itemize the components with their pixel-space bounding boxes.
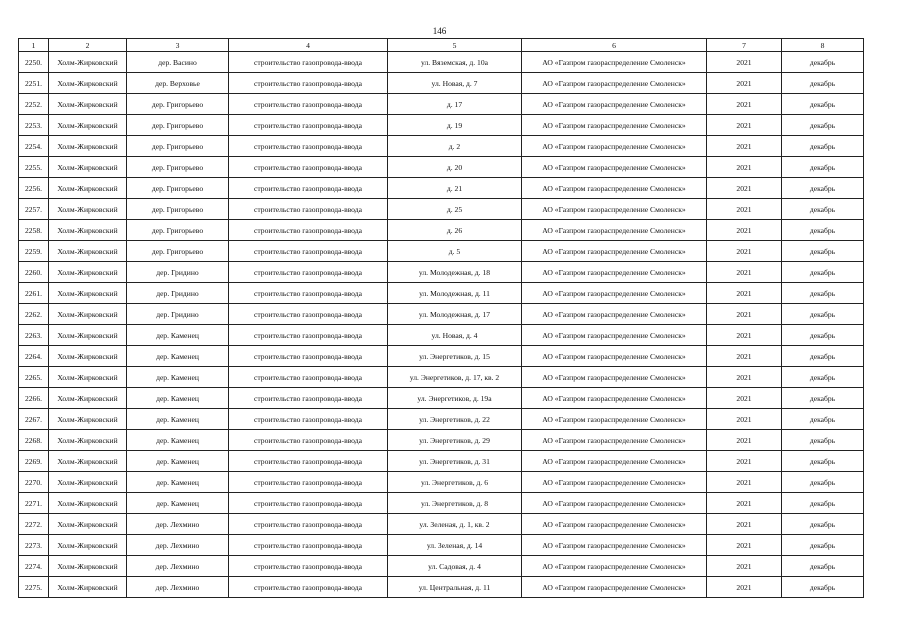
organization-cell: АО «Газпром газораспределение Смоленск» (522, 115, 707, 136)
table-row (19, 514, 864, 535)
settlement-cell: дер. Лехмино (127, 577, 229, 598)
column-header-6: 6 (522, 39, 707, 52)
district-cell: Холм-Жирковский (49, 262, 127, 283)
month-cell: декабрь (782, 220, 864, 241)
table-row (19, 241, 864, 262)
month-cell: декабрь (782, 199, 864, 220)
month-cell: декабрь (782, 514, 864, 535)
year-cell: 2021 (707, 451, 782, 472)
month-cell: декабрь (782, 241, 864, 262)
column-header-7: 7 (707, 39, 782, 52)
settlement-cell: дер. Каменец (127, 472, 229, 493)
table-row (19, 52, 864, 73)
work-type-cell: строительство газопровода-ввода (229, 178, 388, 199)
address-cell: ул. Энергетиков, д. 6 (388, 472, 522, 493)
row-number-cell: 2251. (19, 73, 49, 94)
settlement-cell: дер. Каменец (127, 409, 229, 430)
settlement-cell: дер. Лехмино (127, 514, 229, 535)
month-cell: декабрь (782, 367, 864, 388)
month-cell: декабрь (782, 346, 864, 367)
year-cell: 2021 (707, 430, 782, 451)
settlement-cell: дер. Лехмино (127, 556, 229, 577)
organization-cell: АО «Газпром газораспределение Смоленск» (522, 409, 707, 430)
year-cell: 2021 (707, 199, 782, 220)
column-header-4: 4 (229, 39, 388, 52)
year-cell: 2021 (707, 556, 782, 577)
organization-cell: АО «Газпром газораспределение Смоленск» (522, 367, 707, 388)
work-type-cell: строительство газопровода-ввода (229, 430, 388, 451)
organization-cell: АО «Газпром газораспределение Смоленск» (522, 52, 707, 73)
year-cell: 2021 (707, 388, 782, 409)
table-body (19, 52, 864, 598)
district-cell: Холм-Жирковский (49, 556, 127, 577)
work-type-cell: строительство газопровода-ввода (229, 472, 388, 493)
work-type-cell: строительство газопровода-ввода (229, 241, 388, 262)
district-cell: Холм-Жирковский (49, 325, 127, 346)
settlement-cell: дер. Каменец (127, 346, 229, 367)
work-type-cell: строительство газопровода-ввода (229, 94, 388, 115)
row-number-cell: 2259. (19, 241, 49, 262)
year-cell: 2021 (707, 262, 782, 283)
address-cell: д. 20 (388, 157, 522, 178)
district-cell: Холм-Жирковский (49, 472, 127, 493)
settlement-cell: дер. Григорьево (127, 157, 229, 178)
year-cell: 2021 (707, 346, 782, 367)
address-cell: ул. Центральная, д. 11 (388, 577, 522, 598)
settlement-cell: дер. Каменец (127, 325, 229, 346)
district-cell: Холм-Жирковский (49, 157, 127, 178)
address-cell: ул. Энергетиков, д. 19а (388, 388, 522, 409)
organization-cell: АО «Газпром газораспределение Смоленск» (522, 472, 707, 493)
address-cell: д. 25 (388, 199, 522, 220)
month-cell: декабрь (782, 115, 864, 136)
row-number-cell: 2272. (19, 514, 49, 535)
address-cell: ул. Зеленая, д. 14 (388, 535, 522, 556)
organization-cell: АО «Газпром газораспределение Смоленск» (522, 94, 707, 115)
organization-cell: АО «Газпром газораспределение Смоленск» (522, 199, 707, 220)
month-cell: декабрь (782, 136, 864, 157)
month-cell: декабрь (782, 178, 864, 199)
work-type-cell: строительство газопровода-ввода (229, 451, 388, 472)
district-cell: Холм-Жирковский (49, 346, 127, 367)
organization-cell: АО «Газпром газораспределение Смоленск» (522, 241, 707, 262)
district-cell: Холм-Жирковский (49, 94, 127, 115)
address-cell: ул. Энергетиков, д. 29 (388, 430, 522, 451)
work-type-cell: строительство газопровода-ввода (229, 535, 388, 556)
table-row (19, 199, 864, 220)
organization-cell: АО «Газпром газораспределение Смоленск» (522, 73, 707, 94)
year-cell: 2021 (707, 241, 782, 262)
table-row (19, 535, 864, 556)
organization-cell: АО «Газпром газораспределение Смоленск» (522, 514, 707, 535)
work-type-cell: строительство газопровода-ввода (229, 262, 388, 283)
work-type-cell: строительство газопровода-ввода (229, 199, 388, 220)
table-row (19, 325, 864, 346)
district-cell: Холм-Жирковский (49, 136, 127, 157)
address-cell: ул. Молодежная, д. 17 (388, 304, 522, 325)
table-row (19, 136, 864, 157)
row-number-cell: 2262. (19, 304, 49, 325)
address-cell: ул. Энергетиков, д. 31 (388, 451, 522, 472)
row-number-cell: 2268. (19, 430, 49, 451)
district-cell: Холм-Жирковский (49, 514, 127, 535)
district-cell: Холм-Жирковский (49, 430, 127, 451)
header-row (19, 39, 864, 52)
year-cell: 2021 (707, 535, 782, 556)
month-cell: декабрь (782, 577, 864, 598)
organization-cell: АО «Газпром газораспределение Смоленск» (522, 535, 707, 556)
work-type-cell: строительство газопровода-ввода (229, 304, 388, 325)
work-type-cell: строительство газопровода-ввода (229, 325, 388, 346)
year-cell: 2021 (707, 325, 782, 346)
row-number-cell: 2256. (19, 178, 49, 199)
row-number-cell: 2274. (19, 556, 49, 577)
work-type-cell: строительство газопровода-ввода (229, 220, 388, 241)
settlement-cell: дер. Гридино (127, 262, 229, 283)
work-type-cell: строительство газопровода-ввода (229, 136, 388, 157)
row-number-cell: 2273. (19, 535, 49, 556)
district-cell: Холм-Жирковский (49, 388, 127, 409)
table-row (19, 472, 864, 493)
address-cell: д. 19 (388, 115, 522, 136)
year-cell: 2021 (707, 577, 782, 598)
table-row (19, 178, 864, 199)
organization-cell: АО «Газпром газораспределение Смоленск» (522, 220, 707, 241)
settlement-cell: дер. Григорьево (127, 178, 229, 199)
organization-cell: АО «Газпром газораспределение Смоленск» (522, 430, 707, 451)
table-row (19, 367, 864, 388)
address-cell: д. 5 (388, 241, 522, 262)
organization-cell: АО «Газпром газораспределение Смоленск» (522, 325, 707, 346)
work-type-cell: строительство газопровода-ввода (229, 409, 388, 430)
address-cell: ул. Энергетиков, д. 17, кв. 2 (388, 367, 522, 388)
year-cell: 2021 (707, 157, 782, 178)
month-cell: декабрь (782, 430, 864, 451)
month-cell: декабрь (782, 472, 864, 493)
table-row (19, 577, 864, 598)
row-number-cell: 2271. (19, 493, 49, 514)
organization-cell: АО «Газпром газораспределение Смоленск» (522, 493, 707, 514)
organization-cell: АО «Газпром газораспределение Смоленск» (522, 556, 707, 577)
organization-cell: АО «Газпром газораспределение Смоленск» (522, 388, 707, 409)
row-number-cell: 2258. (19, 220, 49, 241)
table-header (19, 39, 864, 52)
column-header-5: 5 (388, 39, 522, 52)
work-type-cell: строительство газопровода-ввода (229, 52, 388, 73)
column-header-3: 3 (127, 39, 229, 52)
table-row (19, 94, 864, 115)
address-cell: д. 26 (388, 220, 522, 241)
table-row (19, 346, 864, 367)
row-number-cell: 2261. (19, 283, 49, 304)
settlement-cell: дер. Григорьево (127, 241, 229, 262)
month-cell: декабрь (782, 73, 864, 94)
row-number-cell: 2264. (19, 346, 49, 367)
settlement-cell: дер. Каменец (127, 493, 229, 514)
organization-cell: АО «Газпром газораспределение Смоленск» (522, 283, 707, 304)
settlement-cell: дер. Гридино (127, 283, 229, 304)
work-type-cell: строительство газопровода-ввода (229, 556, 388, 577)
work-type-cell: строительство газопровода-ввода (229, 115, 388, 136)
district-cell: Холм-Жирковский (49, 409, 127, 430)
month-cell: декабрь (782, 52, 864, 73)
month-cell: декабрь (782, 325, 864, 346)
month-cell: декабрь (782, 493, 864, 514)
address-cell: ул. Энергетиков, д. 15 (388, 346, 522, 367)
work-type-cell: строительство газопровода-ввода (229, 346, 388, 367)
settlement-cell: дер. Григорьево (127, 94, 229, 115)
table-row (19, 556, 864, 577)
month-cell: декабрь (782, 304, 864, 325)
month-cell: декабрь (782, 157, 864, 178)
month-cell: декабрь (782, 262, 864, 283)
year-cell: 2021 (707, 115, 782, 136)
settlement-cell: дер. Григорьево (127, 199, 229, 220)
year-cell: 2021 (707, 472, 782, 493)
row-number-cell: 2255. (19, 157, 49, 178)
address-cell: ул. Зеленая, д. 1, кв. 2 (388, 514, 522, 535)
address-cell: д. 2 (388, 136, 522, 157)
year-cell: 2021 (707, 493, 782, 514)
table-row (19, 304, 864, 325)
address-cell: ул. Энергетиков, д. 8 (388, 493, 522, 514)
address-cell: ул. Молодежная, д. 18 (388, 262, 522, 283)
month-cell: декабрь (782, 556, 864, 577)
organization-cell: АО «Газпром газораспределение Смоленск» (522, 577, 707, 598)
table-row (19, 409, 864, 430)
organization-cell: АО «Газпром газораспределение Смоленск» (522, 157, 707, 178)
work-type-cell: строительство газопровода-ввода (229, 367, 388, 388)
year-cell: 2021 (707, 304, 782, 325)
organization-cell: АО «Газпром газораспределение Смоленск» (522, 262, 707, 283)
work-type-cell: строительство газопровода-ввода (229, 283, 388, 304)
year-cell: 2021 (707, 178, 782, 199)
table-row (19, 430, 864, 451)
month-cell: декабрь (782, 451, 864, 472)
row-number-cell: 2267. (19, 409, 49, 430)
month-cell: декабрь (782, 94, 864, 115)
district-cell: Холм-Жирковский (49, 115, 127, 136)
row-number-cell: 2266. (19, 388, 49, 409)
settlement-cell: дер. Григорьево (127, 220, 229, 241)
address-cell: ул. Молодежная, д. 11 (388, 283, 522, 304)
address-cell: ул. Новая, д. 4 (388, 325, 522, 346)
district-cell: Холм-Жирковский (49, 73, 127, 94)
district-cell: Холм-Жирковский (49, 241, 127, 262)
settlement-cell: дер. Григорьево (127, 115, 229, 136)
year-cell: 2021 (707, 283, 782, 304)
organization-cell: АО «Газпром газораспределение Смоленск» (522, 178, 707, 199)
row-number-cell: 2253. (19, 115, 49, 136)
organization-cell: АО «Газпром газораспределение Смоленск» (522, 346, 707, 367)
row-number-cell: 2257. (19, 199, 49, 220)
settlement-cell: дер. Каменец (127, 430, 229, 451)
row-number-cell: 2263. (19, 325, 49, 346)
table-row (19, 451, 864, 472)
district-cell: Холм-Жирковский (49, 304, 127, 325)
work-type-cell: строительство газопровода-ввода (229, 577, 388, 598)
row-number-cell: 2254. (19, 136, 49, 157)
table-row (19, 220, 864, 241)
address-cell: ул. Садовая, д. 4 (388, 556, 522, 577)
work-type-cell: строительство газопровода-ввода (229, 73, 388, 94)
work-type-cell: строительство газопровода-ввода (229, 157, 388, 178)
settlement-cell: дер. Каменец (127, 388, 229, 409)
row-number-cell: 2275. (19, 577, 49, 598)
district-cell: Холм-Жирковский (49, 283, 127, 304)
work-type-cell: строительство газопровода-ввода (229, 388, 388, 409)
district-cell: Холм-Жирковский (49, 577, 127, 598)
settlement-cell: дер. Григорьево (127, 136, 229, 157)
address-cell: ул. Вяземская, д. 10а (388, 52, 522, 73)
year-cell: 2021 (707, 136, 782, 157)
table-row (19, 115, 864, 136)
row-number-cell: 2265. (19, 367, 49, 388)
organization-cell: АО «Газпром газораспределение Смоленск» (522, 451, 707, 472)
address-cell: д. 17 (388, 94, 522, 115)
district-cell: Холм-Жирковский (49, 451, 127, 472)
year-cell: 2021 (707, 52, 782, 73)
table-row (19, 157, 864, 178)
registry-table (18, 38, 864, 598)
district-cell: Холм-Жирковский (49, 535, 127, 556)
month-cell: декабрь (782, 283, 864, 304)
year-cell: 2021 (707, 514, 782, 535)
row-number-cell: 2260. (19, 262, 49, 283)
column-header-2: 2 (49, 39, 127, 52)
district-cell: Холм-Жирковский (49, 220, 127, 241)
month-cell: декабрь (782, 535, 864, 556)
district-cell: Холм-Жирковский (49, 367, 127, 388)
settlement-cell: дер. Лехмино (127, 535, 229, 556)
year-cell: 2021 (707, 73, 782, 94)
table-row (19, 493, 864, 514)
work-type-cell: строительство газопровода-ввода (229, 514, 388, 535)
address-cell: д. 21 (388, 178, 522, 199)
page-number: 146 (432, 26, 447, 36)
address-cell: ул. Новая, д. 7 (388, 73, 522, 94)
table-row (19, 388, 864, 409)
column-header-8: 8 (782, 39, 864, 52)
row-number-cell: 2270. (19, 472, 49, 493)
table-row (19, 73, 864, 94)
year-cell: 2021 (707, 94, 782, 115)
month-cell: декабрь (782, 409, 864, 430)
settlement-cell: дер. Васино (127, 52, 229, 73)
month-cell: декабрь (782, 388, 864, 409)
work-type-cell: строительство газопровода-ввода (229, 493, 388, 514)
row-number-cell: 2252. (19, 94, 49, 115)
year-cell: 2021 (707, 367, 782, 388)
year-cell: 2021 (707, 220, 782, 241)
row-number-cell: 2269. (19, 451, 49, 472)
district-cell: Холм-Жирковский (49, 199, 127, 220)
table-row (19, 283, 864, 304)
district-cell: Холм-Жирковский (49, 52, 127, 73)
settlement-cell: дер. Каменец (127, 451, 229, 472)
column-header-1: 1 (19, 39, 49, 52)
district-cell: Холм-Жирковский (49, 178, 127, 199)
organization-cell: АО «Газпром газораспределение Смоленск» (522, 304, 707, 325)
row-number-cell: 2250. (19, 52, 49, 73)
settlement-cell: дер. Гридино (127, 304, 229, 325)
settlement-cell: дер. Каменец (127, 367, 229, 388)
settlement-cell: дер. Верховье (127, 73, 229, 94)
address-cell: ул. Энергетиков, д. 22 (388, 409, 522, 430)
year-cell: 2021 (707, 409, 782, 430)
organization-cell: АО «Газпром газораспределение Смоленск» (522, 136, 707, 157)
district-cell: Холм-Жирковский (49, 493, 127, 514)
table-row (19, 262, 864, 283)
